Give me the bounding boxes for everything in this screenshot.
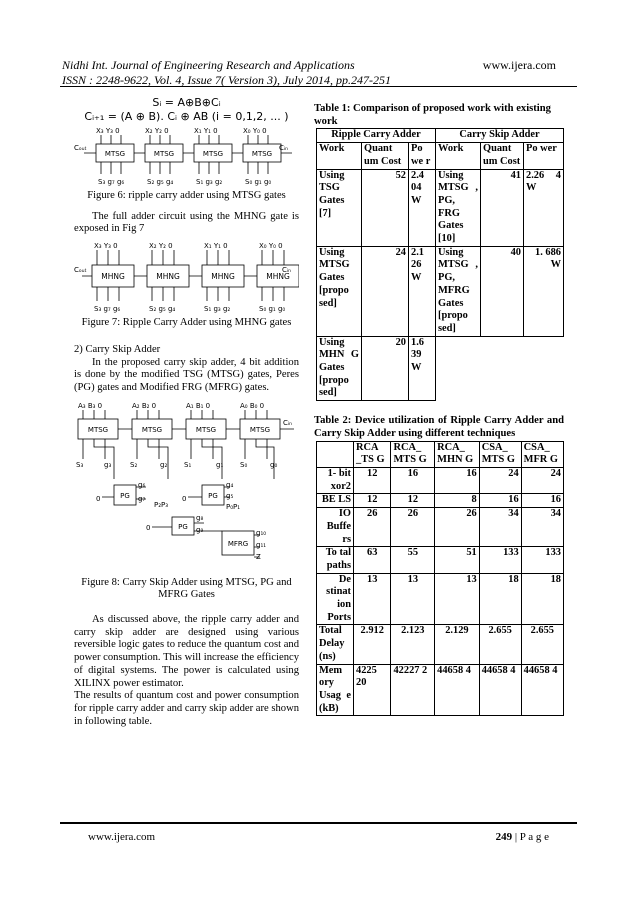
- fig6-out-1: S₁ g₃ g₂: [196, 178, 223, 186]
- fig7-caption: Figure 7: Ripple Carry Adder using MHNG gates: [81, 317, 292, 329]
- fig8-s1: S₁: [184, 460, 192, 469]
- table-cell: 24: [521, 467, 563, 493]
- fig6-cin: Cᵢₙ: [279, 144, 288, 152]
- table-cell: 12: [354, 467, 391, 493]
- fig8-g0: g₀: [270, 460, 278, 469]
- fig6-out-0: S₀ g₁ g₀: [245, 178, 272, 186]
- table-cell: 133: [521, 547, 563, 573]
- table1-title: [314, 103, 564, 128]
- fig8-cin: Cᵢₙ: [283, 418, 292, 427]
- issn-line: ISSN : 2248-9622, Vol. 4, Issue 7( Version 3), July 2014, pp.247-251: [62, 73, 391, 87]
- table-cell: 18: [479, 573, 521, 625]
- table1-col-work2: Work: [436, 143, 481, 169]
- fig8-zero-2: 0: [182, 494, 187, 503]
- table-cell: Mem ory Usag e (kB): [317, 664, 354, 716]
- fig7-gate-2-label: MHNG: [156, 272, 180, 282]
- journal-site: www.ijera.com: [482, 58, 556, 72]
- table-cell: 1.6 39 W: [409, 336, 436, 401]
- table-cell: 16: [479, 494, 521, 508]
- table2-col-5: CSA_ MFR G: [521, 441, 563, 467]
- table-row: [317, 547, 564, 573]
- table-cell: 44658 4: [479, 664, 521, 716]
- table-row: [317, 573, 564, 625]
- page-footer: [60, 822, 577, 844]
- table-cell: 41: [481, 169, 524, 246]
- table-cell: 2.123: [391, 625, 435, 664]
- fig8-s3: S₃: [76, 460, 84, 469]
- table2-col-3: RCA_ MHN G: [435, 441, 480, 467]
- table-cell: 26: [435, 508, 480, 547]
- right-column: [314, 103, 564, 716]
- table1-col-qc2: Quant um Cost: [481, 143, 524, 169]
- fig8-z: Z: [256, 552, 261, 561]
- table-cell: 13: [354, 573, 391, 625]
- table-cell: BE LS: [317, 494, 354, 508]
- fig6-gate-2-label: MTSG: [153, 150, 175, 158]
- fig8-g9: g₉: [196, 525, 204, 534]
- equation-block: [74, 96, 299, 124]
- fig7-in-0: X₀ Y₀ 0: [259, 242, 283, 251]
- fig8-s2: S₂: [130, 460, 138, 469]
- table-cell: 24: [479, 467, 521, 493]
- table1-group-csa: Carry Skip Adder: [436, 129, 564, 143]
- table-cell: 2.655: [479, 625, 521, 664]
- table1-col-power: Po we r: [409, 143, 436, 169]
- fig8-in-3: A₃ B₃ 0: [78, 401, 103, 410]
- table-cell: Using MTSG , PG, FRG Gates [10]: [436, 169, 481, 246]
- table2-col-4: CSA_ MTS G: [479, 441, 521, 467]
- table-cell: 16: [435, 467, 480, 493]
- fig8-pg-3-label: PG: [178, 522, 188, 531]
- fig8-g11: g₁₁: [256, 540, 267, 549]
- table-cell: 20: [362, 336, 409, 401]
- fig7-diagram: [74, 239, 299, 317]
- table-cell: [481, 336, 524, 401]
- fig7-cout: Cₒᵤₜ: [74, 266, 87, 275]
- carry-equation: Cᵢ₊₁ = (A ⊕ B). Cᵢ ⊕ AB (i = 0,1,2, ... ): [84, 110, 289, 123]
- para-mhng-intro: The full adder circuit using the MHNG gate is exposed in Fig 7: [74, 210, 299, 235]
- fig8-mtsg-1-label: MTSG: [195, 425, 217, 434]
- table-cell: Using MHN G Gates [propo sed]: [317, 336, 362, 401]
- table-cell: 12: [391, 494, 435, 508]
- table-cell: 63: [354, 547, 391, 573]
- table-cell: 2.129: [435, 625, 480, 664]
- table-cell: 13: [391, 573, 435, 625]
- fig8-g5: g₅: [226, 491, 234, 500]
- table-cell: 34: [521, 508, 563, 547]
- fig7-cin: Cᵢₙ: [282, 266, 291, 275]
- fig8-in-2: A₂ B₂ 0: [132, 401, 157, 410]
- footer-site: www.ijera.com: [88, 831, 156, 843]
- fig7-in-3: X₃ Y₃ 0: [94, 242, 118, 251]
- fig7-gate-1-label: MHNG: [211, 272, 235, 282]
- para-csa-intro: In the proposed carry skip adder, 4 bit addition is done by the modified TSG (MTSG) gates, Peres (PG) gates and Modified FRG (MFRG) gates.: [74, 356, 299, 393]
- fig7-in-1: X₁ Y₁ 0: [204, 242, 228, 251]
- table-cell: 44658 4: [521, 664, 563, 716]
- table1-header-row: [317, 143, 564, 169]
- table-row: [317, 336, 564, 401]
- fig6-out-2: S₂ g₅ g₄: [147, 178, 174, 186]
- table1-title-text: Table 1: Comparison of proposed work with existing work: [314, 103, 551, 127]
- fig7-out-1: S₁ g₃ g₂: [204, 305, 231, 314]
- table2-col-2: RCA_ MTS G: [391, 441, 435, 467]
- table-cell: 133: [479, 547, 521, 573]
- table-cell: 34: [479, 508, 521, 547]
- fig6-gate-3-label: MTSG: [104, 150, 126, 158]
- table1-col-power2: Po wer: [524, 143, 564, 169]
- table-cell: 12: [354, 494, 391, 508]
- table-row: [317, 467, 564, 493]
- fig8-g6: g₆: [138, 480, 146, 489]
- fig6-diagram: [74, 124, 299, 190]
- table-row: [317, 246, 564, 336]
- table-cell: To tal paths: [317, 547, 354, 573]
- table-cell: 18: [521, 573, 563, 625]
- table2: [316, 441, 564, 717]
- fig8-mtsg-3-label: MTSG: [87, 425, 109, 434]
- fig6-cout: Cₒᵤₜ: [74, 144, 87, 152]
- fig7-gate-3-label: MHNG: [101, 272, 125, 282]
- sum-equation: Sᵢ = A⊕B⊕Cᵢ: [152, 96, 221, 109]
- fig6-in-3: X₃ Y₃ 0: [96, 127, 120, 135]
- table-row: [317, 508, 564, 547]
- para-results: The results of quantum cost and power consumption for ripple carry adder and carry skip adder are shown in following table.: [74, 690, 300, 727]
- header-rule: [60, 86, 577, 87]
- para-discussion: As discussed above, the ripple carry adder and carry skip adder are designed using various reversible logic gates to reduce the quantum cost and power consumption. This will increase the efficiency of digital systems. The power is calculated using XILINX power estimator.: [74, 614, 299, 689]
- table-cell: 26: [391, 508, 435, 547]
- table-cell: 2.912: [354, 625, 391, 664]
- table-cell: 52: [362, 169, 409, 246]
- fig8-mfrg-label: MFRG: [227, 539, 249, 548]
- fig8-g1: g₁: [216, 460, 224, 469]
- fig8-caption: Figure 8: Carry Skip Adder using MTSG, PG and MFRG Gates: [81, 576, 292, 601]
- table-cell: 42227 2: [391, 664, 435, 716]
- table-cell: 2.655: [521, 625, 563, 664]
- table-cell: 13: [435, 573, 480, 625]
- table1: [316, 128, 564, 401]
- table-cell: IO Buffe rs: [317, 508, 354, 547]
- page-word: | P a g e: [512, 831, 549, 843]
- table-cell: [524, 336, 564, 401]
- table-cell: 16: [391, 467, 435, 493]
- fig6-gate-0-label: MTSG: [251, 150, 273, 158]
- fig8-g7: g₇: [138, 494, 146, 503]
- journal-title: Nidhi Int. Journal of Engineering Research and Applications: [62, 58, 355, 72]
- table-cell: Using MTSG Gates [propo sed]: [317, 246, 362, 336]
- table2-header-row: [317, 441, 564, 467]
- fig7-out-0: S₀ g₁ g₀: [259, 305, 286, 314]
- table-cell: 1. 686 W: [524, 246, 564, 336]
- fig8-mtsg-2-label: MTSG: [141, 425, 163, 434]
- table-cell: Total Delay (ns): [317, 625, 354, 664]
- table-cell: 40: [481, 246, 524, 336]
- fig8-g8: g₈: [196, 513, 204, 522]
- fig8-in-0: A₀ B₀ 0: [240, 401, 265, 410]
- fig6-out-3: S₃ g₇ g₆: [98, 178, 125, 186]
- fig6-in-0: X₀ Y₀ 0: [243, 127, 267, 135]
- table-cell: 4225 20: [354, 664, 391, 716]
- fig8-diagram: [74, 399, 299, 573]
- fig8-p0p1: P₀P₁: [226, 502, 241, 511]
- fig6-caption: Figure 6: ripple carry adder using MTSG gates: [87, 190, 286, 201]
- fig6-in-1: X₁ Y₁ 0: [194, 127, 218, 135]
- fig7-in-2: X₂ Y₂ 0: [149, 242, 173, 251]
- table-cell: 51: [435, 547, 480, 573]
- fig6-gate-1-label: MTSG: [202, 150, 224, 158]
- footer-page: [496, 831, 549, 843]
- table-cell: 1- bit xor2: [317, 467, 354, 493]
- table-cell: [436, 336, 481, 401]
- fig8-pg-2-label: PG: [208, 491, 218, 500]
- section-heading: 2) Carry Skip Adder: [74, 343, 161, 355]
- table1-col-work: Work: [317, 143, 362, 169]
- fig8-zero-1: 0: [96, 494, 101, 503]
- table2-col-1: RCA _TS G: [354, 441, 391, 467]
- table2-col-blank: [317, 441, 354, 467]
- fig7-out-3: S₃ g₇ g₆: [94, 305, 121, 314]
- table-cell: 44658 4: [435, 664, 480, 716]
- table2-title: [314, 415, 564, 440]
- table-row: [317, 664, 564, 716]
- fig8-g2: g₂: [160, 460, 168, 469]
- fig8-p2p3: P₂P₃: [154, 500, 169, 509]
- table-cell: 2.4 04 W: [409, 169, 436, 246]
- table-row: [317, 494, 564, 508]
- fig8-g10: g₁₀: [256, 528, 267, 537]
- table2-title-text: Table 2: Device utilization of Ripple Carry Adder and Carry Skip Adder using different techniques: [314, 415, 564, 439]
- fig8-s0: S₀: [240, 460, 248, 469]
- table1-col-qc: Quant um Cost: [362, 143, 409, 169]
- table-cell: 8: [435, 494, 480, 508]
- table-cell: Using TSG Gates [7]: [317, 169, 362, 246]
- table-cell: De stinat ion Ports: [317, 573, 354, 625]
- table1-group-rca: Ripple Carry Adder: [317, 129, 436, 143]
- fig7-gate-0-label: MHNG: [266, 272, 290, 282]
- left-column: [74, 96, 299, 728]
- table-cell: 2.1 26 W: [409, 246, 436, 336]
- table-row: [317, 169, 564, 246]
- fig8-g3: g₃: [104, 460, 112, 469]
- fig8-zero-3: 0: [146, 523, 151, 532]
- fig8-mtsg-0-label: MTSG: [249, 425, 271, 434]
- table-cell: 24: [362, 246, 409, 336]
- table-cell: 55: [391, 547, 435, 573]
- table-cell: 16: [521, 494, 563, 508]
- fig8-pg-1-label: PG: [120, 491, 130, 500]
- table-cell: 26: [354, 508, 391, 547]
- fig8-in-1: A₁ B₁ 0: [186, 401, 211, 410]
- fig8-g4: g₄: [226, 480, 234, 489]
- table-cell: Using MTSG , PG, MFRG Gates [propo sed]: [436, 246, 481, 336]
- fig6-in-2: X₂ Y₂ 0: [145, 127, 169, 135]
- table-row: [317, 625, 564, 664]
- table-cell: 2.26 4 W: [524, 169, 564, 246]
- page-number: 249: [495, 831, 513, 843]
- fig7-out-2: S₂ g₅ g₄: [149, 305, 176, 314]
